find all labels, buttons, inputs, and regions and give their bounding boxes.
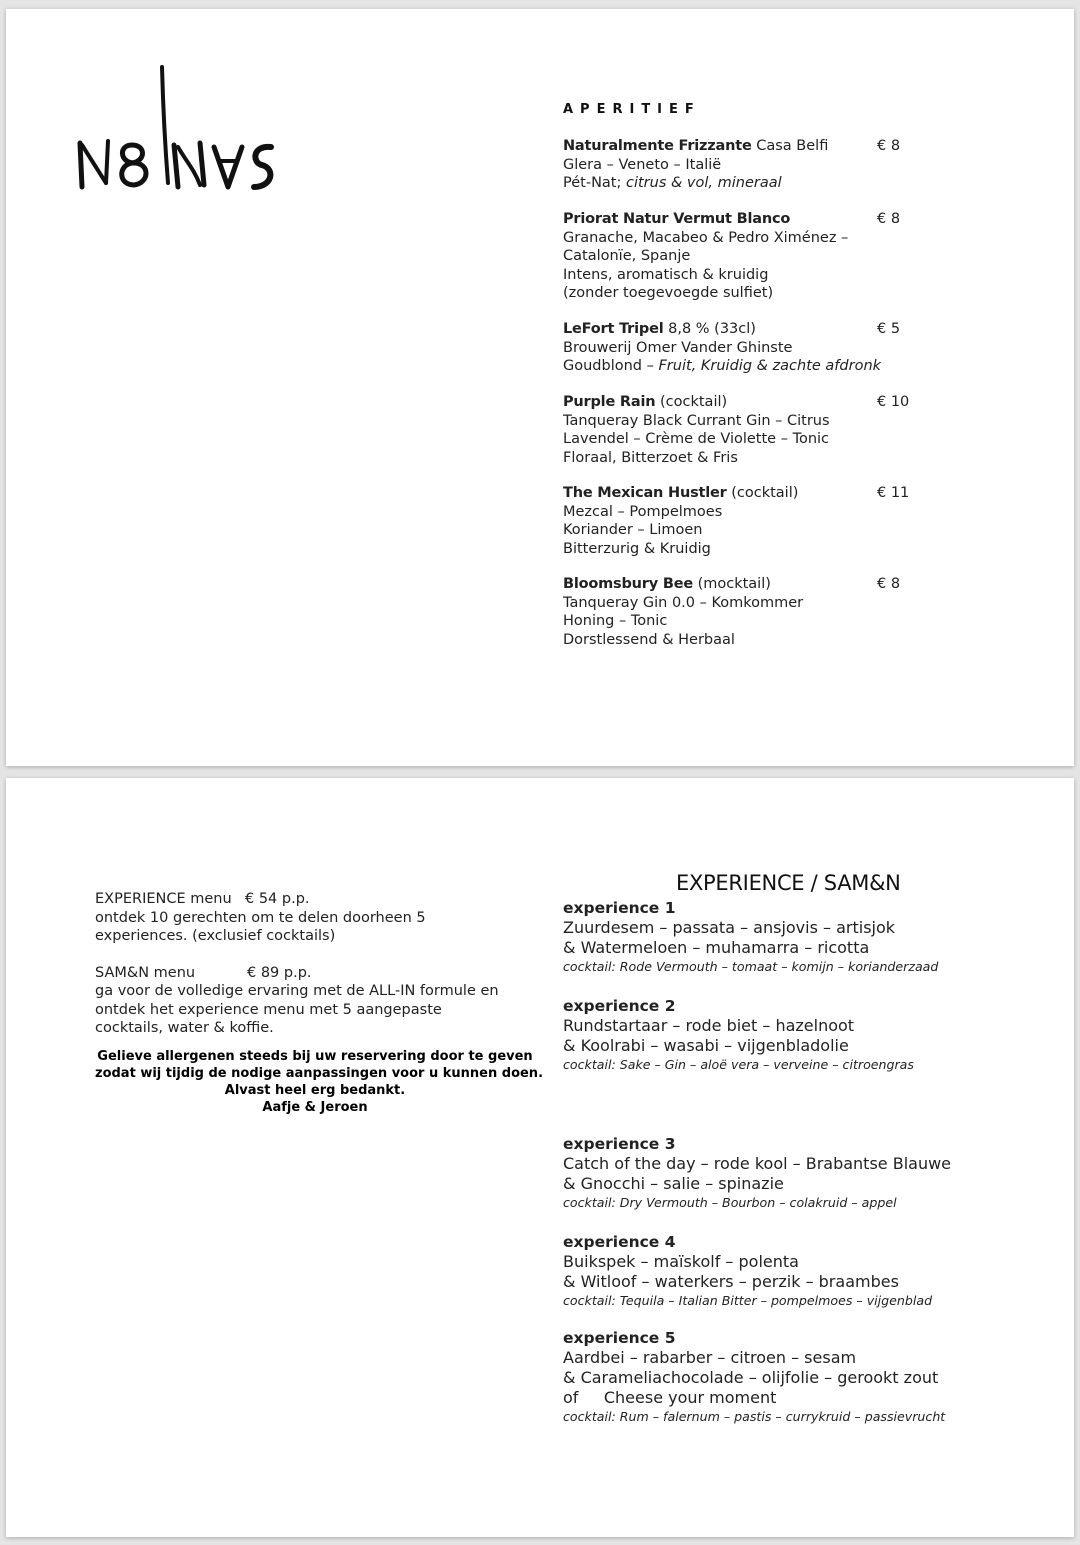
course-dish: & Carameliachocolade – olijfolie – gerookt zout (563, 1368, 939, 1387)
samn-menu-price: € 89 p.p. (247, 964, 312, 981)
experience-course (563, 1232, 1068, 1310)
drink-name: Bloomsbury Bee (563, 576, 693, 592)
drink-name: LeFort Tripel (563, 321, 664, 337)
drink-title-line (563, 575, 923, 594)
drink-extra: (mocktail) (692, 576, 771, 592)
drink-name: Naturalmente Frizzante (563, 138, 752, 154)
experience-course (563, 1328, 1068, 1426)
drink-title-line (563, 137, 923, 156)
drink-detail: Koriander – Limoen (563, 522, 703, 539)
drink-detail: Granache, Macabeo & Pedro Ximénez – (563, 229, 849, 246)
drink-price: € 11 (877, 485, 910, 501)
course-dish: Rundstartaar – rode biet – hazelnoot (563, 1016, 855, 1035)
course-dish: & Watermeloen – muhamarra – ricotta (563, 938, 870, 957)
experience-menu-desc: experiences. (exclusief cocktails) (95, 928, 336, 944)
drink-extra: 8,8 % (33cl) (663, 321, 756, 337)
aperitief-heading: APERITIEF (563, 102, 701, 117)
experience-course (563, 996, 1068, 1074)
drink-name: Priorat Natur Vermut Blanco (563, 211, 791, 227)
drink-item (563, 575, 923, 649)
menu-options (95, 890, 544, 1116)
drink-detail: Pét-Nat; citrus & vol, mineraal (563, 175, 782, 192)
samn-menu-desc: ga voor de volledige ervaring met de ALL-IN formule en (95, 983, 499, 999)
course-title: experience 1 (563, 899, 676, 917)
drink-detail: (zonder toegevoegde sulfiet) (563, 285, 774, 302)
course-cocktail: cocktail: Dry Vermouth – Bourbon – colakruid – appel (563, 1195, 897, 1210)
course-title: experience 3 (563, 1135, 676, 1153)
experience-menu-price: € 54 p.p. (245, 891, 310, 907)
drink-price: € 10 (877, 394, 910, 410)
drink-item (563, 393, 923, 467)
drink-detail: Floraal, Bitterzoet & Fris (563, 449, 738, 466)
restaurant-logo (66, 65, 281, 200)
experience-menu-name: EXPERIENCE menu (95, 891, 232, 907)
experience-course (563, 1134, 1068, 1212)
drink-item (563, 320, 923, 376)
experience-section-title: EXPERIENCE / SAM&N (676, 871, 901, 895)
drink-extra: (cocktail) (655, 394, 728, 410)
drink-price: € 8 (877, 138, 901, 154)
course-dish: of Cheese your moment (563, 1388, 777, 1407)
course-cocktail: cocktail: Rode Vermouth – tomaat – komijn – korianderzaad (563, 959, 939, 974)
drink-price: € 8 (877, 576, 901, 592)
menu-page-experience (6, 778, 1074, 1537)
drink-item (563, 484, 923, 558)
drink-price: € 5 (877, 321, 901, 337)
notice-line: Gelieve allergenen steeds bij uw reservering door te geven (97, 1048, 533, 1064)
course-cocktail: cocktail: Sake – Gin – aloë vera – verveine – citroengras (563, 1057, 914, 1072)
course-dish: Buikspek – maïskolf – polenta (563, 1252, 799, 1271)
drink-detail: Dorstlessend & Herbaal (563, 631, 735, 648)
course-dish: & Witloof – waterkers – perzik – braambes (563, 1272, 899, 1291)
drink-item (563, 137, 923, 193)
drink-detail: Bitterzurig & Kruidig (563, 540, 711, 557)
menu-page-aperitief (6, 9, 1074, 766)
course-dish: Catch of the day – rode kool – Brabantse Blauwe (563, 1154, 952, 1173)
samn-menu-desc: cocktails, water & koffie. (95, 1020, 274, 1036)
drink-name: The Mexican Hustler (563, 485, 727, 501)
experience-course (563, 898, 1068, 976)
allergen-notice (95, 1048, 544, 1117)
notice-line: zodat wij tijdig de nodige aanpassingen voor u kunnen doen. (95, 1065, 544, 1081)
drink-price: € 8 (877, 211, 901, 227)
drink-extra: Casa Belfi (751, 138, 829, 154)
course-title: experience 4 (563, 1233, 676, 1251)
course-dish: Zuurdesem – passata – ansjovis – artisjok (563, 918, 896, 937)
course-title: experience 2 (563, 997, 676, 1015)
course-cocktail: cocktail: Tequila – Italian Bitter – pompelmoes – vijgenblad (563, 1293, 933, 1308)
drink-detail: Tanqueray Gin 0.0 – Komkommer (563, 594, 804, 611)
drink-title-line (563, 393, 923, 412)
course-dish: & Gnocchi – salie – spinazie (563, 1174, 784, 1193)
drink-detail: Lavendel – Crème de Violette – Tonic (563, 431, 830, 448)
drink-name: Purple Rain (563, 394, 656, 410)
drink-detail: Mezcal – Pompelmoes (563, 503, 723, 520)
drink-detail: Brouwerij Omer Vander Ghinste (563, 339, 793, 356)
drink-item (563, 210, 923, 303)
course-dish: & Koolrabi – wasabi – vijgenbladolie (563, 1036, 849, 1055)
drink-detail: Intens, aromatisch & kruidig (563, 266, 769, 283)
drink-title-line (563, 320, 923, 339)
drink-detail: Goudblond – Fruit, Kruidig & zachte afdronk (563, 358, 882, 375)
samn-menu-heading (95, 964, 535, 983)
samn-menu-name: SAM&N menu (95, 964, 196, 981)
course-dish: Aardbei – rabarber – citroen – sesam (563, 1348, 857, 1367)
course-title: experience 5 (563, 1329, 676, 1347)
drink-detail: Tanqueray Black Currant Gin – Citrus (563, 412, 830, 429)
experience-menu-desc: ontdek 10 gerechten om te delen doorheen 5 (95, 909, 426, 926)
drink-detail: Honing – Tonic (563, 613, 668, 630)
samn-menu-desc: ontdek het experience menu met 5 aangepaste (95, 1001, 442, 1018)
drink-detail: Catalonïe, Spanje (563, 248, 691, 265)
drink-title-line (563, 484, 923, 503)
notice-signature: Aafje & Jeroen (262, 1100, 368, 1116)
drink-extra: (cocktail) (726, 485, 799, 501)
drink-detail: Glera – Veneto – Italië (563, 156, 722, 173)
drink-title-line (563, 210, 923, 229)
experience-menu-heading (95, 890, 535, 909)
notice-line: Alvast heel erg bedankt. (224, 1082, 406, 1098)
course-cocktail: cocktail: Rum – falernum – pastis – currykruid – passievrucht (563, 1409, 946, 1424)
